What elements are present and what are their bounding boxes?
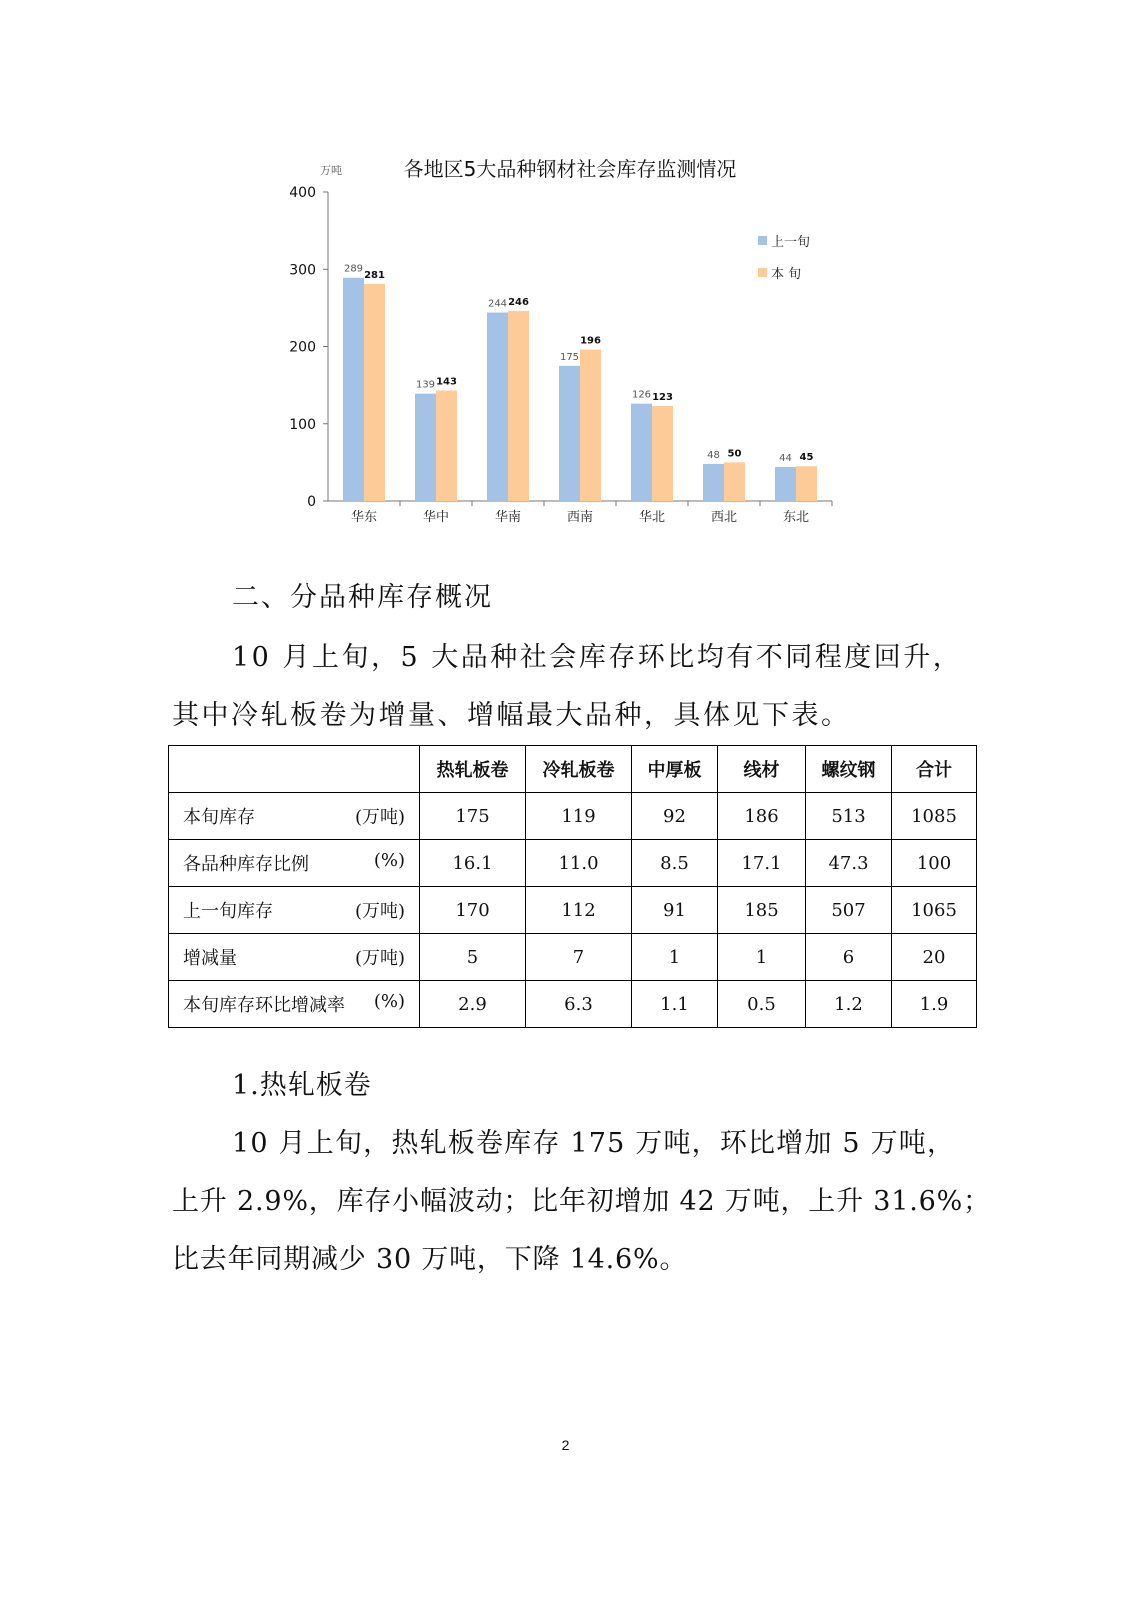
data-label-previous: 289 <box>343 263 364 275</box>
table-cell: 185 <box>718 887 806 934</box>
y-axis-unit-label: 万吨 <box>320 164 342 177</box>
table-cell: 47.3 <box>806 840 892 887</box>
table-cell: 1 <box>632 934 718 981</box>
table-cell: 119 <box>526 793 632 840</box>
table-row <box>169 981 977 1028</box>
data-label-previous: 139 <box>415 379 436 391</box>
table-header-cell: 中厚板 <box>632 746 718 793</box>
bar-current <box>364 284 385 501</box>
bar-previous <box>415 394 436 501</box>
data-label-previous: 244 <box>487 298 508 310</box>
inventory-bar-chart <box>270 150 850 540</box>
y-tick-label: 0 <box>307 494 316 510</box>
table-cell: 91 <box>632 887 718 934</box>
data-label-previous: 48 <box>707 449 720 461</box>
row-unit: (%) <box>373 850 405 871</box>
x-tick-label: 华北 <box>638 510 666 525</box>
bar-previous <box>775 467 796 501</box>
bar-previous <box>343 278 364 501</box>
intro-paragraph-line-1: 10 月上旬，5 大品种社会库存环比均有不同程度回升， <box>232 642 963 673</box>
data-label-current: 281 <box>364 269 385 281</box>
table-cell: 1 <box>718 934 806 981</box>
table-cell: 8.5 <box>632 840 718 887</box>
y-tick-label: 400 <box>289 185 316 201</box>
x-tick-label: 西南 <box>566 510 594 525</box>
row-label <box>169 981 420 1028</box>
data-label-current: 246 <box>508 296 529 308</box>
table-cell: 11.0 <box>526 840 632 887</box>
table-header-row <box>169 746 977 793</box>
bar-current <box>508 311 529 501</box>
row-label-text: 上一旬库存 <box>183 901 273 922</box>
row-label <box>169 887 420 934</box>
y-tick-label: 100 <box>289 416 316 433</box>
y-tick-label: 300 <box>289 262 316 279</box>
table-cell: 5 <box>420 934 526 981</box>
table-header-cell: 螺纹钢 <box>806 746 892 793</box>
data-label-current: 123 <box>652 391 673 403</box>
data-label-current: 45 <box>799 452 814 464</box>
paragraph-line-2: 上升 2.9%，库存小幅波动；比年初增加 42 万吨，上升 31.6%； <box>172 1186 991 1217</box>
table-row <box>169 887 977 934</box>
bar-previous <box>487 313 508 501</box>
table-cell: 2.9 <box>420 981 526 1028</box>
inventory-table <box>168 745 977 1028</box>
bar-current <box>580 350 601 501</box>
row-label-text: 本旬库存环比增减率 <box>183 995 345 1016</box>
row-label-text: 增减量 <box>183 948 237 969</box>
chart-title: 各地区5大品种钢材社会库存监测情况 <box>403 157 737 181</box>
table-header-cell <box>169 746 420 793</box>
table-cell: 1.9 <box>892 981 977 1028</box>
data-label-previous: 44 <box>779 453 792 465</box>
data-label-previous: 175 <box>559 351 580 363</box>
data-label-previous: 126 <box>631 389 652 401</box>
row-label-text: 各品种库存比例 <box>183 854 309 875</box>
x-tick-label: 东北 <box>782 510 810 525</box>
intro-paragraph-line-2: 其中冷轧板卷为增量、增幅最大品种，具体见下表。 <box>172 700 851 731</box>
table-header-cell: 线材 <box>718 746 806 793</box>
legend-swatch <box>758 268 767 277</box>
table-row <box>169 934 977 981</box>
table-cell: 6 <box>806 934 892 981</box>
table-cell: 175 <box>420 793 526 840</box>
table-header-cell: 热轧板卷 <box>420 746 526 793</box>
table-cell: 170 <box>420 887 526 934</box>
table-cell: 20 <box>892 934 977 981</box>
row-unit: (万吨) <box>354 807 405 828</box>
table-row <box>169 840 977 887</box>
bar-previous <box>703 464 724 501</box>
row-label <box>169 793 420 840</box>
table-row <box>169 793 977 840</box>
bar-current <box>652 406 673 501</box>
table-cell: 0.5 <box>718 981 806 1028</box>
table-cell: 112 <box>526 887 632 934</box>
row-unit: (万吨) <box>354 948 405 969</box>
table-cell: 1.2 <box>806 981 892 1028</box>
table-cell: 1.1 <box>632 981 718 1028</box>
x-tick-label: 华中 <box>422 510 450 525</box>
bar-current <box>724 462 745 501</box>
page-number: 2 <box>561 1437 570 1453</box>
row-label <box>169 934 420 981</box>
table-cell: 16.1 <box>420 840 526 887</box>
table-cell: 92 <box>632 793 718 840</box>
paragraph-line-3: 比去年同期减少 30 万吨，下降 14.6%。 <box>172 1244 688 1275</box>
table-cell: 100 <box>892 840 977 887</box>
legend-label: 上一旬 <box>771 235 811 250</box>
x-tick-label: 华南 <box>494 510 522 525</box>
x-tick-label: 华东 <box>350 510 378 525</box>
table-cell: 186 <box>718 793 806 840</box>
bar-previous <box>559 366 580 501</box>
paragraph-line-1: 10 月上旬，热轧板卷库存 175 万吨，环比增加 5 万吨， <box>232 1128 956 1159</box>
row-unit: (%) <box>373 991 405 1012</box>
bar-current <box>436 391 457 501</box>
bar-previous <box>631 404 652 501</box>
table-header-cell: 冷轧板卷 <box>526 746 632 793</box>
subsection-heading: 1.热轧板卷 <box>232 1070 372 1101</box>
table-cell: 507 <box>806 887 892 934</box>
table-cell: 7 <box>526 934 632 981</box>
row-label <box>169 840 420 887</box>
x-tick-label: 西北 <box>710 510 738 525</box>
legend-swatch <box>758 236 767 245</box>
data-label-current: 143 <box>436 376 457 388</box>
row-label-text: 本旬库存 <box>183 807 255 828</box>
y-tick-label: 200 <box>289 339 316 356</box>
table-cell: 1085 <box>892 793 977 840</box>
table-header-cell: 合计 <box>892 746 977 793</box>
bar-current <box>796 466 817 501</box>
data-label-current: 50 <box>727 448 742 460</box>
data-label-current: 196 <box>580 335 601 347</box>
table-cell: 513 <box>806 793 892 840</box>
row-unit: (万吨) <box>354 901 405 922</box>
table-cell: 17.1 <box>718 840 806 887</box>
section-heading: 二、分品种库存概况 <box>232 582 493 613</box>
table-cell: 1065 <box>892 887 977 934</box>
legend-label: 本 旬 <box>771 267 802 282</box>
table-cell: 6.3 <box>526 981 632 1028</box>
